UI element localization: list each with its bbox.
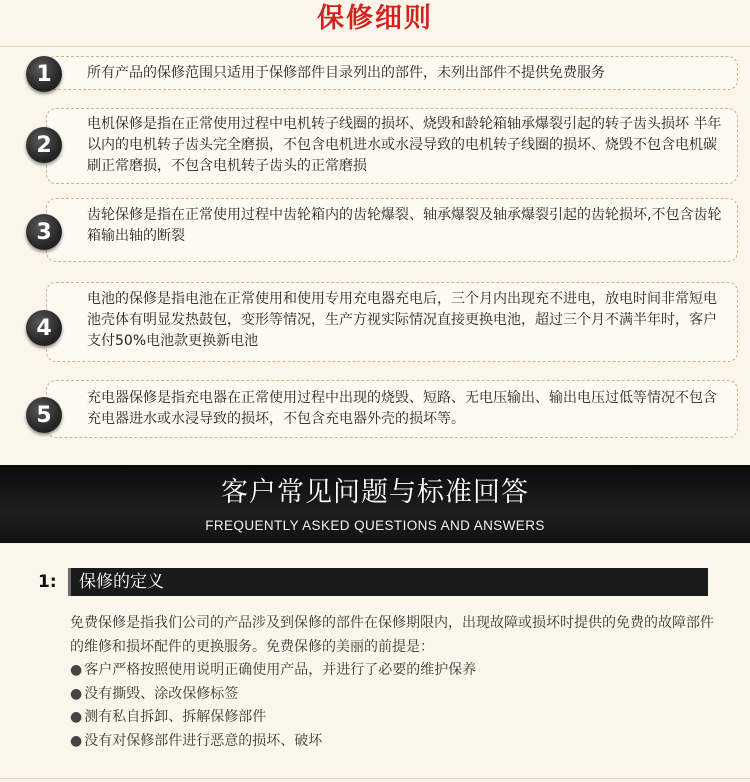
rule-item bbox=[20, 56, 738, 90]
bullet-icon: ● bbox=[70, 732, 83, 749]
question-title: 保修的定义 bbox=[79, 572, 164, 592]
faq-banner bbox=[0, 465, 750, 543]
rule-item bbox=[20, 282, 738, 362]
rule-text: 充电器保修是指充电器在正常使用过程中出现的烧毁、短路、无电压输出、输出电压过低等情况不包含充电器进水或水浸导致的损坏，不包含充电器外壳的损坏等。 bbox=[87, 390, 717, 427]
bullet-icon: ● bbox=[70, 685, 83, 702]
number-badge: 4 bbox=[26, 310, 62, 346]
rule-text: 所有产品的保修范围只适用于保修部件目录列出的部件，未列出部件不提供免费服务 bbox=[87, 65, 605, 81]
answer-bullet: ● 没有对保修部件进行恶意的损坏、破坏 bbox=[70, 732, 323, 749]
question-number: 1: bbox=[38, 572, 57, 592]
rule-text: 电池的保修是指电池在正常使用和使用专用充电器充电后，三个月内出现充不进电，放电时间非常短电池壳体有明显发热鼓包，变形等情况，生产方视实际情况直接更换电池，超过三个月不满半年时，客户支付50%电池款更换新电池 bbox=[87, 291, 717, 349]
divider bbox=[0, 778, 750, 779]
rule-text-box bbox=[46, 56, 738, 90]
rule-item bbox=[20, 108, 738, 184]
banner-subtitle: FREQUENTLY ASKED QUESTIONS AND ANSWERS bbox=[205, 518, 545, 533]
answer-bullet: ● 没有撕毁、涂改保修标签 bbox=[70, 685, 239, 702]
rule-text: 齿轮保修是指在正常使用过程中齿轮箱内的齿轮爆裂、轴承爆裂及轴承爆裂引起的齿轮损坏,不包含齿轮箱输出轴的断裂 bbox=[87, 207, 722, 244]
divider bbox=[0, 46, 750, 47]
answer-bullet: ● 客户严格按照使用说明正确使用产品，并进行了必要的维护保养 bbox=[70, 662, 477, 678]
answer-bullet: ● 测有私自拆卸、拆解保修部件 bbox=[70, 709, 267, 725]
rule-text-box bbox=[46, 108, 738, 184]
bullet-icon: ● bbox=[70, 709, 83, 725]
answer-block bbox=[70, 612, 720, 753]
bullet-icon: ● bbox=[70, 662, 83, 678]
number-badge: 3 bbox=[26, 214, 62, 250]
number-badge: 2 bbox=[26, 127, 62, 163]
question-bar bbox=[68, 568, 708, 596]
answer-text: 免费保修是指我们公司的产品涉及到保修的部件在保修期限内，出现故障或损坏时提供的免费的故障部件的维修和损坏配件的更换服务。免费保修的美丽的前提是： bbox=[70, 615, 714, 655]
rule-text-box bbox=[46, 282, 738, 362]
banner-title: 客户常见问题与标准回答 bbox=[221, 477, 529, 508]
rule-text-box bbox=[46, 198, 738, 262]
number-badge: 1 bbox=[26, 56, 62, 92]
rule-text-box bbox=[46, 380, 738, 438]
rule-text: 电机保修是指在正常使用过程中电机转子线圈的损坏、烧毁和龄轮箱轴承爆裂引起的转子齿头损坏 半年以内的电机转子齿头完全磨损，不包含电机进水或水浸导致的电机转子线圈的损坏、烧毁不包含电机碳刷正常磨损，不包含电机转子齿头的正常磨损 bbox=[87, 116, 722, 174]
number-badge: 5 bbox=[26, 397, 62, 433]
rule-item bbox=[20, 380, 738, 438]
rule-item bbox=[20, 198, 738, 262]
warranty-title: 保修细则 bbox=[317, 3, 433, 34]
